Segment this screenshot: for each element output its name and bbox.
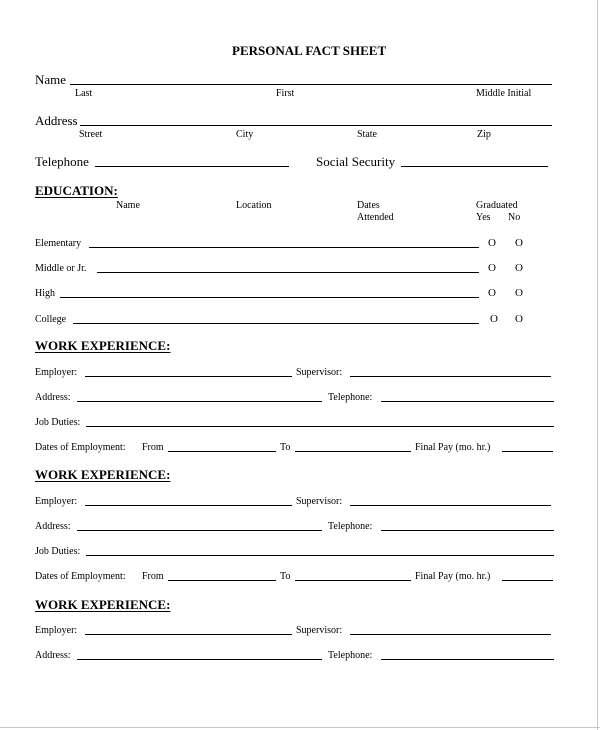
work1-duties-field[interactable]: [86, 426, 554, 427]
work1-address-label: Address:: [35, 392, 71, 403]
edu-elementary-yes-radio[interactable]: O: [488, 237, 496, 249]
edu-row-high-field[interactable]: [60, 297, 479, 298]
page-title: PERSONAL FACT SHEET: [232, 43, 387, 58]
work1-duties-label: Job Duties:: [35, 417, 81, 428]
work1-telephone-field[interactable]: [381, 401, 554, 402]
work1-finalpay-field[interactable]: [502, 451, 553, 452]
work3-supervisor-label: Supervisor:: [296, 625, 343, 636]
name-sub-last: Last: [75, 88, 93, 99]
work2-telephone-label: Telephone:: [328, 521, 373, 532]
edu-middle-no-radio[interactable]: O: [515, 262, 523, 274]
education-heading: EDUCATION:: [35, 183, 118, 198]
work2-finalpay-field[interactable]: [502, 580, 553, 581]
address-sub-street: Street: [79, 129, 103, 140]
edu-high-yes-radio[interactable]: O: [488, 287, 496, 299]
ssn-label: Social Security: [316, 154, 396, 169]
address-sub-zip: Zip: [477, 129, 491, 140]
work2-telephone-field[interactable]: [381, 530, 554, 531]
work2-to-label: To: [280, 571, 291, 582]
edu-middle-yes-radio[interactable]: O: [488, 262, 496, 274]
work3-supervisor-field[interactable]: [350, 634, 551, 635]
edu-row-elementary-field[interactable]: [89, 247, 479, 248]
address-field[interactable]: [80, 125, 552, 126]
address-sub-state: State: [357, 129, 377, 140]
work3-employer-field[interactable]: [85, 634, 292, 635]
work3-telephone-label: Telephone:: [328, 650, 373, 661]
work1-employer-field[interactable]: [85, 376, 292, 377]
edu-col-yes: Yes: [476, 212, 491, 223]
edu-row-middle-field[interactable]: [97, 272, 479, 273]
work2-dates-label: Dates of Employment:: [35, 571, 126, 582]
work1-from-field[interactable]: [168, 451, 276, 452]
page-border-right: [597, 0, 598, 730]
edu-row-high: High: [35, 288, 55, 299]
work1-supervisor-field[interactable]: [350, 376, 551, 377]
name-sub-middle: Middle Initial: [476, 88, 532, 99]
address-sub-city: City: [236, 129, 254, 140]
edu-col-no: No: [508, 212, 521, 223]
edu-row-college: College: [35, 314, 67, 325]
work1-to-field[interactable]: [295, 451, 411, 452]
telephone-label: Telephone: [35, 154, 89, 169]
address-label: Address: [35, 113, 78, 128]
work1-finalpay-label: Final Pay (mo. hr.): [415, 442, 491, 453]
work2-to-field[interactable]: [295, 580, 411, 581]
work3-address-field[interactable]: [77, 659, 322, 660]
work-heading-3: WORK EXPERIENCE:: [35, 597, 171, 612]
work-heading-2: WORK EXPERIENCE:: [35, 467, 171, 482]
work1-supervisor-label: Supervisor:: [296, 367, 343, 378]
work2-from-field[interactable]: [168, 580, 276, 581]
name-field[interactable]: [70, 84, 552, 85]
edu-row-middle: Middle or Jr.: [35, 263, 87, 274]
edu-col-name: Name: [116, 200, 140, 211]
work2-supervisor-field[interactable]: [350, 505, 551, 506]
ssn-field[interactable]: [401, 166, 548, 167]
edu-col-dates: Dates: [357, 200, 380, 211]
edu-high-no-radio[interactable]: O: [515, 287, 523, 299]
edu-row-elementary: Elementary: [35, 238, 82, 249]
edu-college-yes-radio[interactable]: O: [490, 313, 498, 325]
edu-elementary-no-radio[interactable]: O: [515, 237, 523, 249]
work3-address-label: Address:: [35, 650, 71, 661]
work1-dates-label: Dates of Employment:: [35, 442, 126, 453]
page-border-bottom: [0, 727, 600, 728]
work1-address-field[interactable]: [77, 401, 322, 402]
work3-employer-label: Employer:: [35, 625, 78, 636]
name-sub-first: First: [276, 88, 295, 99]
work2-employer-label: Employer:: [35, 496, 78, 507]
work2-address-field[interactable]: [77, 530, 322, 531]
work2-from-label: From: [142, 571, 164, 582]
work1-to-label: To: [280, 442, 291, 453]
work2-supervisor-label: Supervisor:: [296, 496, 343, 507]
work1-telephone-label: Telephone:: [328, 392, 373, 403]
work2-duties-label: Job Duties:: [35, 546, 81, 557]
edu-col-location: Location: [236, 200, 272, 211]
work2-employer-field[interactable]: [85, 505, 292, 506]
edu-col-attended: Attended: [357, 212, 394, 223]
name-label: Name: [35, 72, 67, 87]
edu-row-college-field[interactable]: [73, 323, 479, 324]
work2-address-label: Address:: [35, 521, 71, 532]
edu-col-graduated: Graduated: [476, 200, 518, 211]
telephone-field[interactable]: [95, 166, 289, 167]
work-heading-1: WORK EXPERIENCE:: [35, 338, 171, 353]
work1-employer-label: Employer:: [35, 367, 78, 378]
work2-duties-field[interactable]: [86, 555, 554, 556]
edu-college-no-radio[interactable]: O: [515, 313, 523, 325]
work3-telephone-field[interactable]: [381, 659, 554, 660]
work2-finalpay-label: Final Pay (mo. hr.): [415, 571, 491, 582]
work1-from-label: From: [142, 442, 164, 453]
